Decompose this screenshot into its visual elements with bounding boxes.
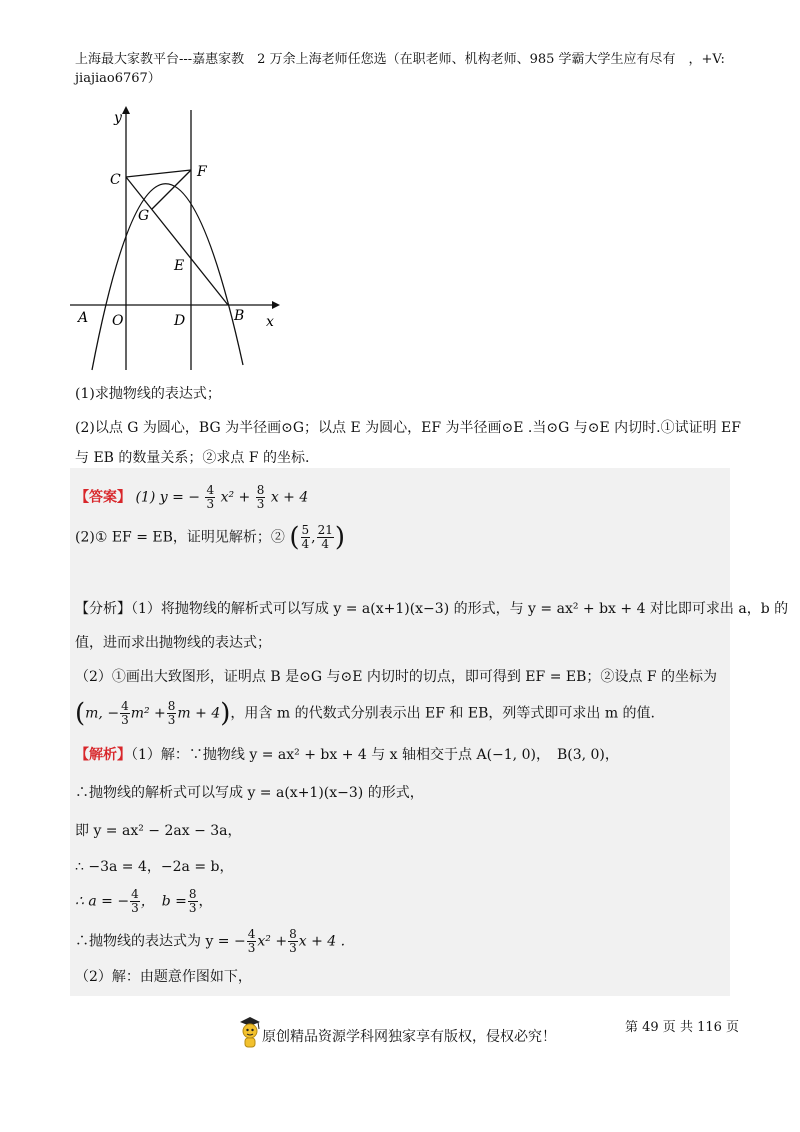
solution-line-5 [75, 888, 213, 915]
label-g: G [138, 208, 150, 224]
x-axis-arrow [272, 301, 280, 309]
page-header [75, 50, 735, 88]
fraction: $\frac{4}{3}$ [131, 887, 139, 915]
solution-line-3: 即 y = ax² − 2ax − 3a， [75, 823, 242, 839]
solution-a: ∴ a = − [75, 893, 130, 910]
label-y: y [114, 110, 122, 126]
analysis-line-3: （2）①画出大致图形，证明点 B 是⊙G 与⊙E 内切时的切点，即可得到 EF = EB；②设点 F 的坐标为 [75, 669, 717, 685]
solution-line-7: （2）解：由题意作图如下， [75, 969, 252, 985]
solution-expr-c: x + 4 . [298, 933, 346, 950]
answer-1-mid: x² + [220, 489, 251, 506]
solution-line-6 [75, 928, 345, 955]
answer-line-2: (2)① EF = EB，证明见解析；② ( $\frac{5}{4}$ , $\frac{21}{4}$ ) [75, 522, 346, 553]
fraction: $\frac{21}{4}$ [317, 523, 333, 551]
answer-line-1 [75, 484, 308, 511]
label-d: D [174, 313, 186, 329]
copyright-notice: 原创精品资源学科网独家享有版权，侵权必究！ [262, 1029, 556, 1045]
fraction: $\frac{8}{3}$ [256, 483, 265, 511]
question-1: (1)求抛物线的表达式； [75, 386, 221, 402]
y-axis-arrow [122, 106, 130, 114]
answer-2-prefix: (2)① EF = EB，证明见解析；② [75, 529, 285, 546]
label-x: x [266, 314, 274, 330]
analysis-text-1: （1）将抛物线的解析式可以写成 y = a(x+1)(x−3) 的形式，与 y = ax² + bx + 4 对比即可求出 a，b 的 [131, 601, 789, 617]
solution-expr-b: x² + [257, 933, 288, 950]
question-2-line-2: 与 EB 的数量关系；②求点 F 的坐标. [75, 450, 310, 466]
analysis-coord-a: m, − [85, 705, 120, 722]
answer-1-prefix: (1) y = − [135, 489, 201, 506]
answer-1-suffix: x + 4 [270, 489, 309, 506]
answer-tag: 【答案】 [75, 489, 131, 506]
solution-line-1 [75, 744, 619, 766]
header-line-1: 上海最大家教平台---嘉惠家教 2 万余上海老师任您选（在职老师、机构老师、985 学霸大学生应有尽有 ，+V: [75, 52, 725, 67]
fraction: $\frac{8}{3}$ [188, 887, 197, 915]
label-a: A [78, 310, 89, 326]
solution-line-4: ∴ −3a = 4，−2a = b， [75, 859, 234, 875]
analysis-tag: 【分析】 [75, 601, 131, 617]
solution-b: ， b = [140, 893, 187, 910]
label-e: E [174, 258, 185, 274]
analysis-line-2: 值，进而求出抛物线的表达式； [75, 635, 271, 651]
solution-tag: 【解析】 [75, 747, 131, 763]
fraction: $\frac{4}{3}$ [121, 699, 129, 727]
label-f: F [197, 164, 207, 180]
line-cb [126, 177, 228, 305]
analysis-coord-c: m + 4 [177, 705, 221, 722]
analysis-text-4: ，用含 m 的代数式分别表示出 EF 和 EB，列等式即可求出 m 的值. [230, 705, 655, 722]
parabola-figure [60, 100, 290, 380]
label-b: B [234, 308, 245, 324]
solution-text-1: （1）解：∵抛物线 y = ax² + bx + 4 与 x 轴相交于点 A(−1, 0)， B(3, 0)， [131, 747, 619, 763]
label-c: C [110, 172, 121, 188]
line-cf [126, 170, 191, 177]
question-2-line-1: (2)以点 G 为圆心，BG 为半径画⊙G；以点 E 为圆心，EF 为半径画⊙E .当⊙G 与⊙E 内切时.①试证明 EF [75, 420, 741, 436]
page-number: 第 49 页 共 116 页 [625, 1020, 740, 1035]
label-o: O [112, 313, 124, 329]
analysis-coord-b: m² + [130, 705, 166, 722]
fraction: $\frac{5}{4}$ [301, 523, 310, 551]
solution-line-2: ∴抛物线的解析式可以写成 y = a(x+1)(x−3) 的形式， [75, 785, 424, 801]
fraction: $\frac{4}{3}$ [206, 483, 215, 511]
line-gf [152, 170, 191, 209]
mascot-icon [238, 1016, 262, 1050]
solution-comma: ， [198, 893, 213, 910]
fraction: $\frac{8}{3}$ [167, 699, 176, 727]
fraction: $\frac{4}{3}$ [247, 927, 256, 955]
fraction: $\frac{8}{3}$ [289, 927, 297, 955]
header-line-2: jiajiao6767） [75, 71, 161, 86]
parabola-curve [92, 184, 243, 370]
solution-expr-a: ∴抛物线的表达式为 y = − [75, 933, 246, 950]
analysis-line-1 [75, 598, 788, 620]
analysis-line-4: (m, − $\frac{4}{3}$ m² + $\frac{8}{3}$ m + 4)，用含 m 的代数式分别表示出 EF 和 EB，列等式即可求出 m 的值. [75, 698, 655, 729]
